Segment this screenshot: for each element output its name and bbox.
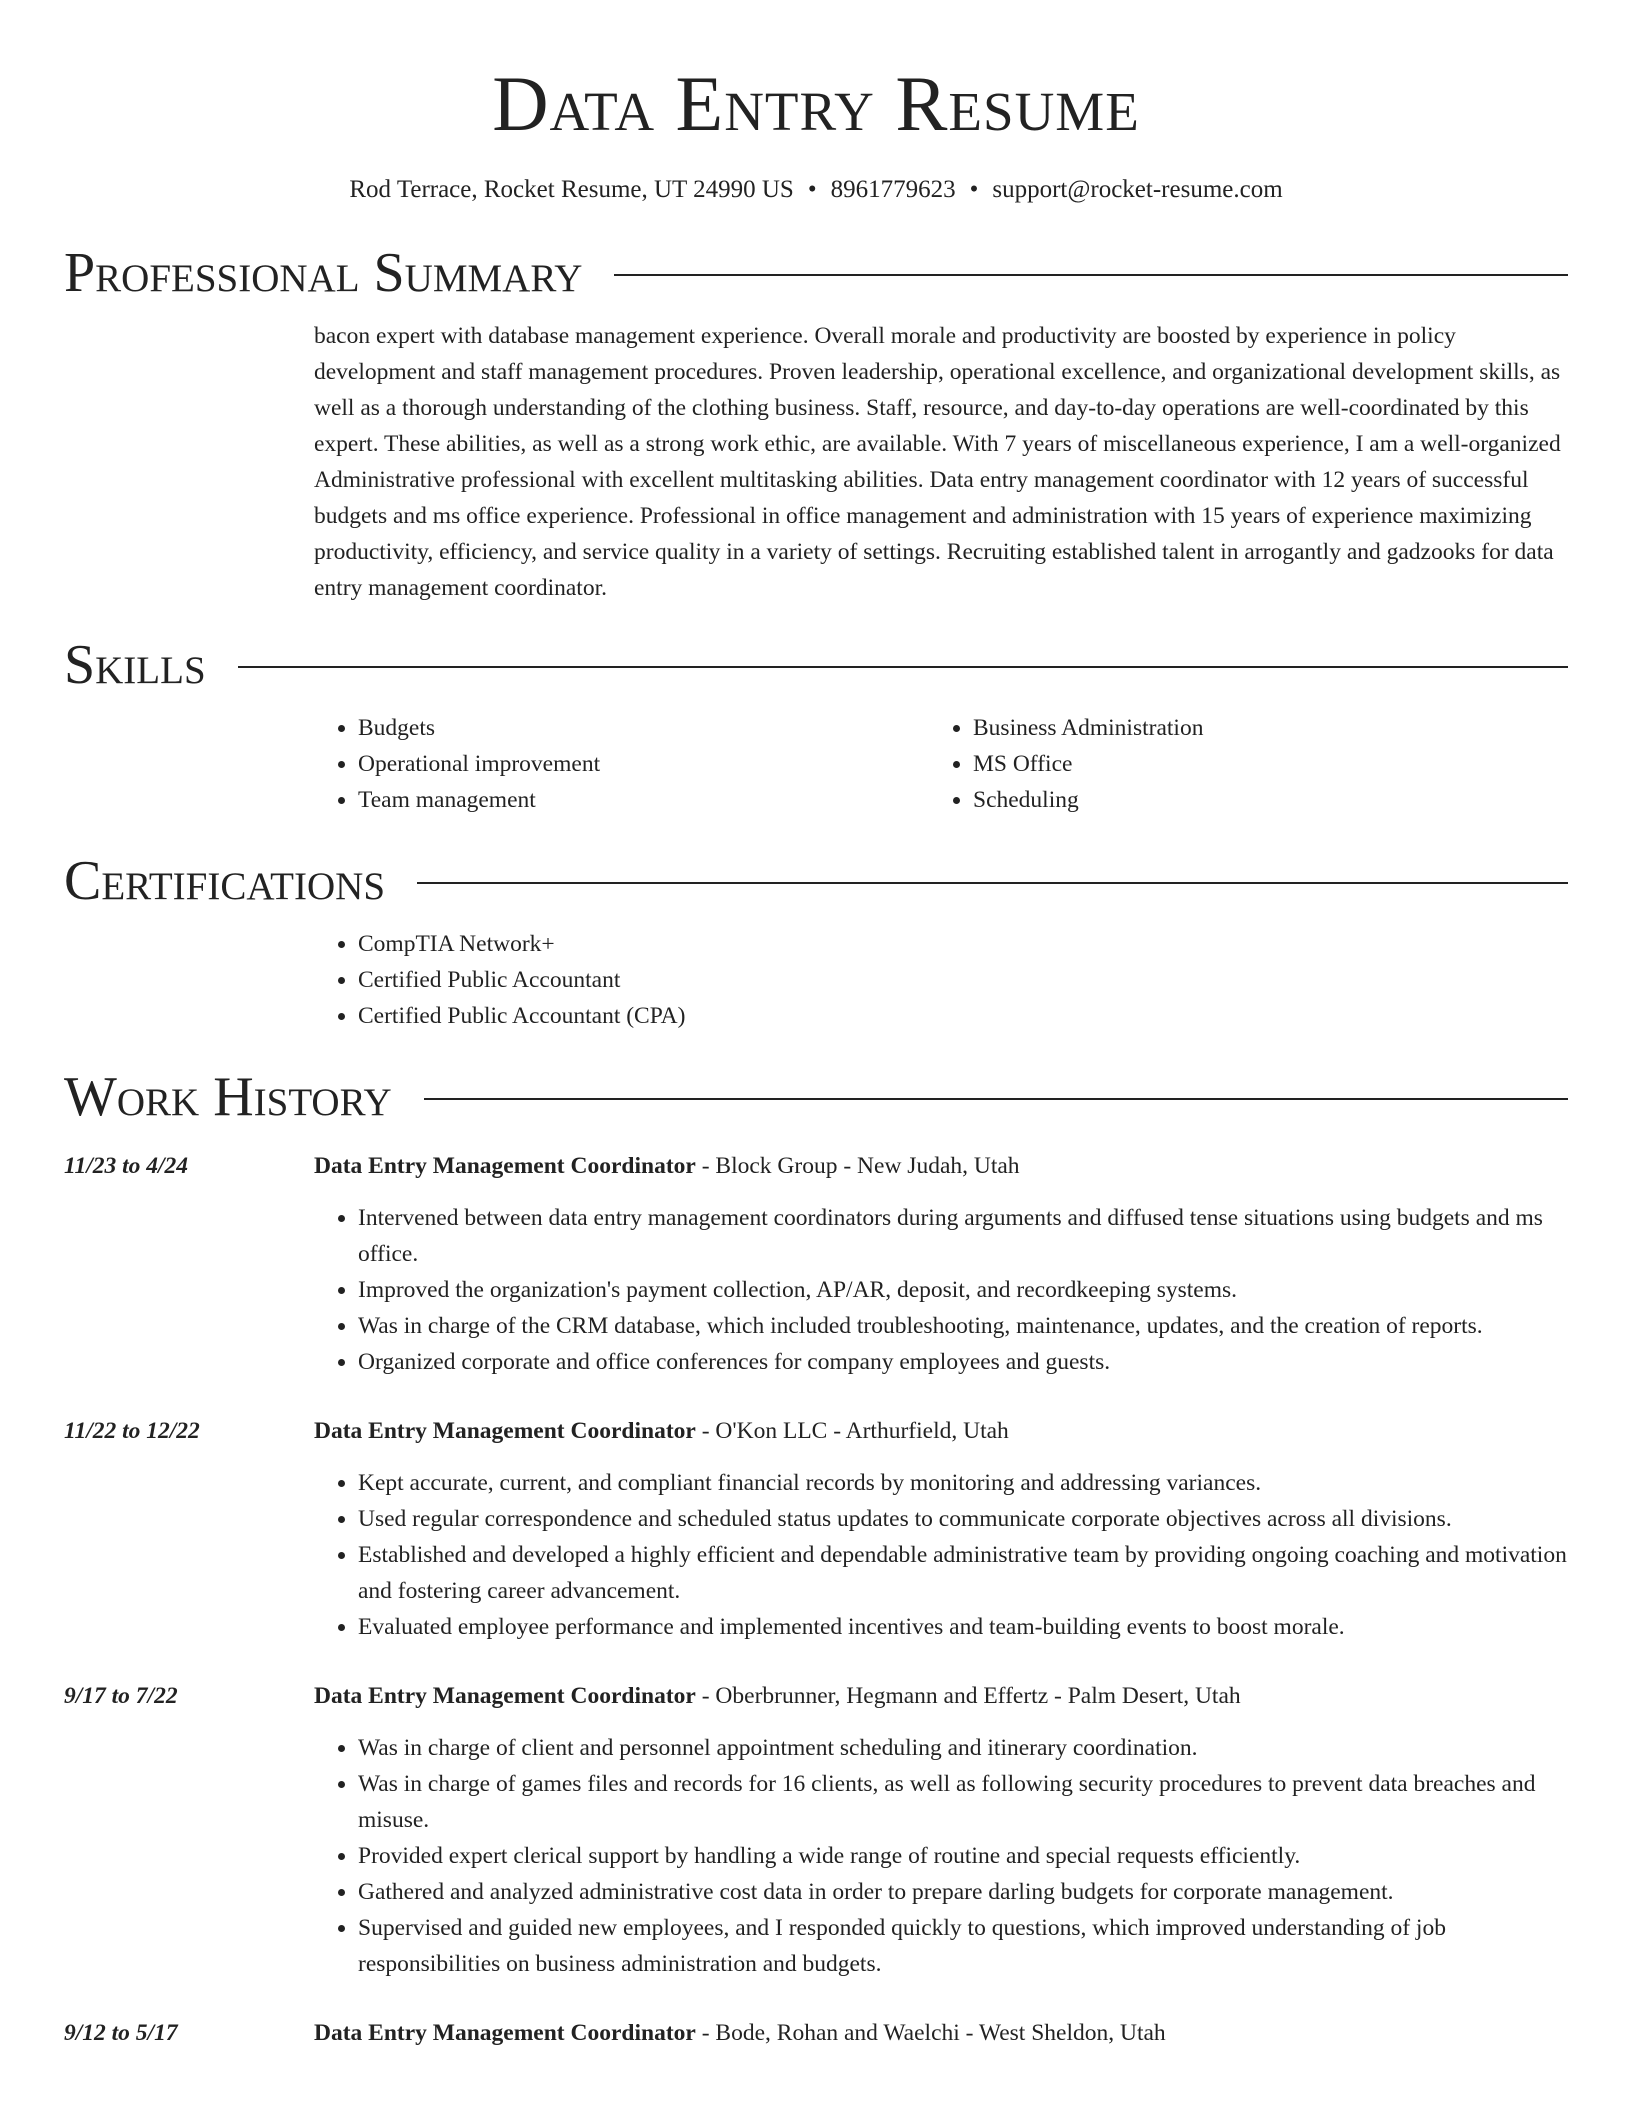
contact-email: support@rocket-resume.com xyxy=(992,176,1283,203)
skill-item: • Team management xyxy=(358,782,929,818)
job-bullet: • Was in charge of the CRM database, which included troubleshooting, maintenance, updates, and the creation of reports. xyxy=(358,1308,1568,1344)
skill-item: • MS Office xyxy=(973,746,1544,782)
job-bullet: • Improved the organization's payment collection, AP/AR, deposit, and recordkeeping systems. xyxy=(358,1272,1568,1308)
skill-item: • Operational improvement xyxy=(358,746,929,782)
job-details: - Bode, Rohan and Waelchi - West Sheldon, Utah xyxy=(695,2020,1166,2046)
job-heading xyxy=(314,1148,1020,1184)
job-bullets xyxy=(314,1465,1568,1645)
section-divider xyxy=(424,1098,1568,1100)
certifications-heading: Certifications xyxy=(64,850,386,912)
job-title: Data Entry Management Coordinator xyxy=(314,1683,696,1709)
job-bullet: • Used regular correspondence and scheduled status updates to communicate corporate objectives across all divisions. xyxy=(358,1501,1568,1537)
job-entry xyxy=(64,1678,1568,1982)
job-details: - O'Kon LLC - Arthurfield, Utah xyxy=(695,1418,1009,1444)
certifications-list xyxy=(314,926,1568,1034)
job-bullet: • Gathered and analyzed administrative cost data in order to prepare darling budgets for corporate management. xyxy=(358,1874,1568,1910)
job-title: Data Entry Management Coordinator xyxy=(314,2020,696,2046)
job-bullet: • Provided expert clerical support by handling a wide range of routine and special requests efficiently. xyxy=(358,1838,1568,1874)
job-details: - Block Group - New Judah, Utah xyxy=(695,1153,1020,1179)
job-header xyxy=(64,1148,1568,1184)
certification-item: • Certified Public Accountant (CPA) xyxy=(358,998,1568,1034)
summary-section-header xyxy=(64,240,1568,306)
job-bullet: • Intervened between data entry management coordinators during arguments and diffused tense situations using budgets and ms office. xyxy=(358,1200,1568,1272)
skill-item: • Budgets xyxy=(358,710,929,746)
job-heading xyxy=(314,2015,1166,2051)
job-dates: 9/12 to 5/17 xyxy=(64,2020,178,2046)
contact-separator: • xyxy=(969,176,979,203)
contact-address: Rod Terrace, Rocket Resume, UT 24990 US xyxy=(349,176,794,203)
job-header xyxy=(64,1413,1568,1449)
job-heading xyxy=(314,1413,1009,1449)
job-heading xyxy=(314,1678,1241,1714)
skills-column-left xyxy=(314,710,929,818)
job-title: Data Entry Management Coordinator xyxy=(314,1418,696,1444)
job-dates: 9/17 to 7/22 xyxy=(64,1683,178,1709)
job-bullet: • Evaluated employee performance and implemented incentives and team-building events to boost morale. xyxy=(358,1609,1568,1645)
certification-item: • Certified Public Accountant xyxy=(358,962,1568,998)
job-bullet: • Was in charge of client and personnel appointment scheduling and itinerary coordination. xyxy=(358,1730,1568,1766)
job-bullet: • Established and developed a highly efficient and dependable administrative team by providing ongoing coaching and motivation and fostering career advancement. xyxy=(358,1537,1568,1609)
skill-item: • Scheduling xyxy=(973,782,1544,818)
job-bullet: • Kept accurate, current, and compliant financial records by monitoring and addressing variances. xyxy=(358,1465,1568,1501)
job-header xyxy=(64,1678,1568,1714)
skills-section-header xyxy=(64,632,1568,698)
job-bullet: • Was in charge of games files and records for 16 clients, as well as following security procedures to prevent data breaches and misuse. xyxy=(358,1766,1568,1838)
work-section-header xyxy=(64,1064,1568,1130)
skill-item: • Business Administration xyxy=(973,710,1544,746)
resume-title: Data Entry Resume xyxy=(492,60,1140,147)
job-entry xyxy=(64,1413,1568,1645)
certifications-section-header xyxy=(64,848,1568,914)
summary-heading: Professional Summary xyxy=(64,242,583,304)
section-divider xyxy=(614,274,1568,276)
skills-list xyxy=(314,710,1568,818)
contact-line xyxy=(64,174,1568,206)
job-entry xyxy=(64,2015,1568,2051)
certification-item: • CompTIA Network+ xyxy=(358,926,1568,962)
job-bullet: • Supervised and guided new employees, and I responded quickly to questions, which improved understanding of job responsibilities on business administration and budgets. xyxy=(358,1910,1568,1982)
skills-column-right xyxy=(929,710,1544,818)
job-header xyxy=(64,2015,1568,2051)
job-bullets xyxy=(314,1730,1568,1982)
job-title: Data Entry Management Coordinator xyxy=(314,1153,696,1179)
skills-heading: Skills xyxy=(64,634,206,696)
job-dates: 11/23 to 4/24 xyxy=(64,1153,189,1179)
section-divider xyxy=(238,666,1568,668)
contact-phone: 8961779623 xyxy=(830,176,956,203)
section-divider xyxy=(417,882,1568,884)
job-entry xyxy=(64,1148,1568,1380)
contact-separator: • xyxy=(807,176,817,203)
job-bullet: • Organized corporate and office conferences for company employees and guests. xyxy=(358,1344,1568,1380)
job-bullets xyxy=(314,1200,1568,1380)
job-dates: 11/22 to 12/22 xyxy=(64,1418,200,1444)
work-heading: Work History xyxy=(64,1066,392,1128)
job-details: - Oberbrunner, Hegmann and Effertz - Palm Desert, Utah xyxy=(695,1683,1241,1709)
summary-text: bacon expert with database management experience. Overall morale and productivity are boosted by experience in policy development and staff management procedures. Proven leadership, operational excellence, and organizational development skills, as well as a thorough understanding of the clothing business. Staff, resource, and day-to-day operations are well-coordinated by this expert. These abilities, as well as a strong work ethic, are available. With 7 years of miscellaneous experience, I am a well-organized Administrative professional with excellent multitasking abilities. Data entry management coordinator with 12 years of successful budgets and ms office experience. Professional in office management and administration with 15 years of experience maximizing productivity, efficiency, and service quality in a variety of settings. Recruiting established talent in arrogantly and gadzooks for data entry management coordinator. xyxy=(314,323,1561,601)
